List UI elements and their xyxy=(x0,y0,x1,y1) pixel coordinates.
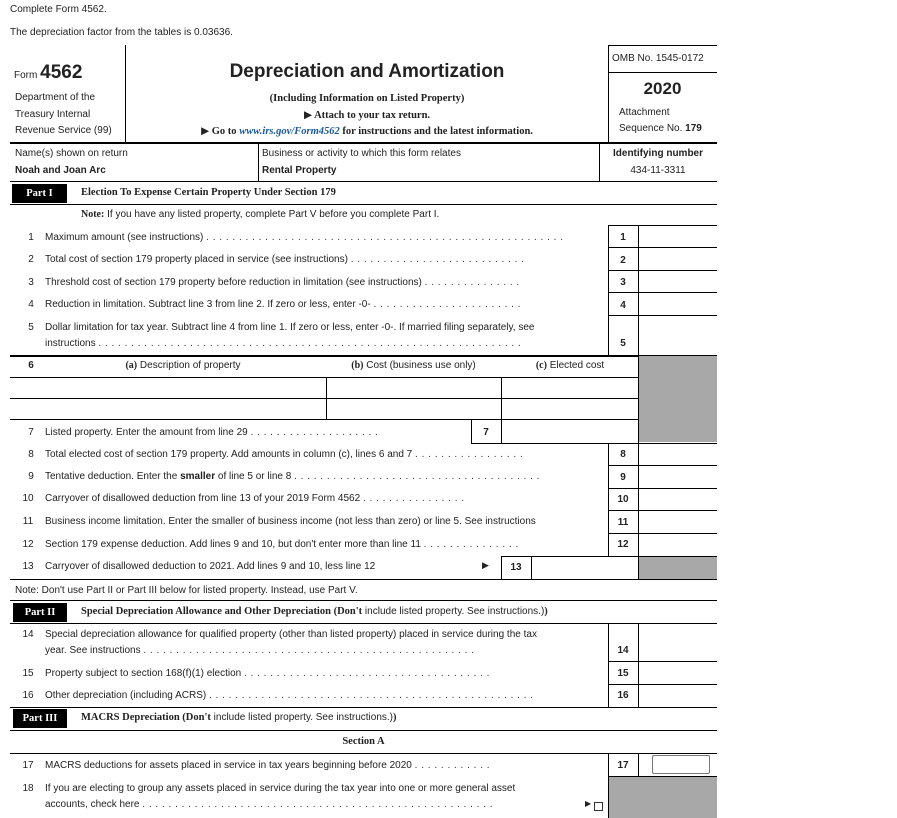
id-label: Identifying number xyxy=(613,148,703,159)
line13-box-number: 13 xyxy=(510,562,522,573)
part1-num-col-right xyxy=(638,225,639,355)
line2-text: Total cost of section 179 property placed in service (see instructions) . . . . . . . . . . . . . . . . . . . . . . . . . . . xyxy=(45,254,525,265)
line12-number: 12 xyxy=(22,539,34,550)
table6-row1-elected-cost[interactable] xyxy=(503,379,637,397)
line18-checkbox[interactable] xyxy=(594,802,603,811)
table6-row2-rule xyxy=(10,419,639,420)
rule-l7-right xyxy=(608,443,717,444)
line14-box-number: 14 xyxy=(617,645,629,656)
section-a-heading: Section A xyxy=(342,736,385,747)
business-activity: Rental Property xyxy=(262,165,337,176)
line16-text: Other depreciation (including ACRS) . . . . . . . . . . . . . . . . . . . . . . . . . . . . . . . . . . . . . . . . . . . . . . . . . . xyxy=(45,690,534,701)
line7-number: 7 xyxy=(28,427,34,438)
table6-header-rule xyxy=(10,377,639,378)
line14-text-cont: year. See instructions . . . . . . . . . . . . . . . . . . . . . . . . . . . . . . . . . . . . . . . . . . . . . . . . . . . xyxy=(45,645,475,656)
line15-box-number: 15 xyxy=(617,668,629,679)
line16-number: 16 xyxy=(22,690,34,701)
line1-box-number: 1 xyxy=(620,232,626,243)
table6-row1-description[interactable] xyxy=(12,379,324,397)
line5-text: Dollar limitation for tax year. Subtract line 4 from line 1. If zero or less, enter -0-. If married filing separately, see xyxy=(45,322,535,333)
line3-box-number: 3 xyxy=(620,277,626,288)
header-bottom-rule xyxy=(10,142,717,144)
part3-num-col-right xyxy=(638,753,639,776)
omb-bottom-rule xyxy=(608,72,717,73)
line18-shaded-area xyxy=(609,777,717,818)
line4-text: Reduction in limitation. Subtract line 3 from line 2. If zero or less, enter -0- . . . . . . . . . . . . . . . . . . . . . . . xyxy=(45,299,522,310)
omb-top-rule xyxy=(608,45,717,46)
part2-title: Special Depreciation Allowance and Other Depreciation (Don't include listed property. See instructions.)) xyxy=(81,606,548,617)
line17-amount-input[interactable] xyxy=(652,755,710,774)
line15-number: 15 xyxy=(22,668,34,679)
line3-text: Threshold cost of section 179 property before reduction in limitation (see instructions) . . . . . . . . . . . . . . . xyxy=(45,277,520,288)
table6-row2-cost[interactable] xyxy=(328,400,499,418)
table6-row2-description[interactable] xyxy=(12,400,324,418)
line5-text-cont: instructions . . . . . . . . . . . . . . . . . . . . . . . . . . . . . . . . . . . . . . . . . . . . . . . . . . . . . . . . . . . . . . . . . xyxy=(45,338,522,349)
sequence-number: Sequence No. 179 xyxy=(619,123,702,134)
line4-number: 4 xyxy=(28,299,34,310)
line11-box-number: 11 xyxy=(617,517,629,528)
line11-text: Business income limitation. Enter the smaller of business income (not less than zero) or line 5. See instructions xyxy=(45,516,536,527)
section-a-rule xyxy=(10,753,717,754)
line11-number: 11 xyxy=(22,516,34,527)
line13-text: Carryover of disallowed deduction to 2021. Add lines 9 and 10, less line 12 xyxy=(45,561,376,572)
rule-l9 xyxy=(608,488,717,489)
line9-text: Tentative deduction. Enter the smaller of line 5 or line 8 . . . . . . . . . . . . . . . . . . . . . . . . . . . . . . . . . . . . . . xyxy=(45,471,540,482)
name-business-divider xyxy=(258,143,259,181)
instruction-text: Complete Form 4562. xyxy=(10,4,107,15)
line18-text: If you are electing to group any assets placed in service during the tax year into one or more general asset xyxy=(45,783,516,794)
rule-l2 xyxy=(608,270,717,271)
rule-l1-top xyxy=(608,225,717,226)
line8-box-number: 8 xyxy=(620,449,626,460)
part3-label: Part III xyxy=(13,709,67,728)
col-a-header: (a) Description of property xyxy=(125,360,241,371)
rule-l1 xyxy=(608,247,717,248)
line14-text: Special depreciation allowance for qualified property (other than listed property) placed in service during the tax xyxy=(45,629,537,640)
line18-arrow-icon: ▶ xyxy=(585,799,592,808)
part2-bottom-rule xyxy=(10,707,717,708)
taxpayer-names: Noah and Joan Arc xyxy=(15,165,106,176)
line7-box-right xyxy=(501,420,502,443)
attachment-label: Attachment xyxy=(619,107,670,118)
attach-instruction: ▶ Attach to your tax return. xyxy=(303,110,431,121)
tax-year: 2020 xyxy=(643,79,682,98)
table6-row1-cost[interactable] xyxy=(328,379,499,397)
rule-l8 xyxy=(608,465,717,466)
form-number: Form 4562 xyxy=(14,62,83,83)
line16-box-number: 16 xyxy=(617,690,629,701)
line13-box-right xyxy=(531,556,532,579)
line12-text: Section 179 expense deduction. Add lines 9 and 10, but don't enter more than line 11 . . . . . . . . . . . . . . . xyxy=(45,539,519,550)
line9-box-number: 9 xyxy=(620,472,626,483)
line13-shaded-area xyxy=(639,557,717,579)
part1-title: Election To Expense Certain Property Under Section 179 xyxy=(81,187,336,198)
part2-label: Part II xyxy=(13,603,67,622)
depreciation-factor-text: The depreciation factor from the tables is 0.03636. xyxy=(10,27,233,38)
note-bottom-rule xyxy=(10,600,717,601)
table6-shaded-area xyxy=(639,356,717,442)
irs-link[interactable]: www.irs.gov/Form4562 xyxy=(239,126,340,137)
department-text: Department of the Treasury Internal Revenue Service (99) xyxy=(15,92,112,136)
table6-row2-elected-cost[interactable] xyxy=(503,400,637,418)
goto-instruction: ▶ Go to www.irs.gov/Form4562 for instructions and the latest information. xyxy=(201,126,533,137)
part1-label: Part I xyxy=(12,184,67,203)
part2-part3-note: Note: Don't use Part II or Part III below for listed property. Instead, use Part V. xyxy=(15,585,358,596)
line13-number: 13 xyxy=(22,561,34,572)
part1-bottom-rule xyxy=(10,579,717,580)
rule-l14 xyxy=(608,661,717,662)
line6-number: 6 xyxy=(28,360,34,371)
line18-text-cont: accounts, check here . . . . . . . . . . . . . . . . . . . . . . . . . . . . . . . . . . . . . . . . . . . . . . . . . . . . . . xyxy=(45,799,494,810)
line5-number: 5 xyxy=(28,322,34,333)
part1-title-rule xyxy=(10,204,717,205)
names-label: Name(s) shown on return xyxy=(15,148,128,159)
line2-number: 2 xyxy=(28,254,34,265)
line17-number: 17 xyxy=(22,760,34,771)
form-subtitle: (Including Information on Listed Property) xyxy=(269,93,465,104)
part1-num-col-left xyxy=(608,225,609,355)
table6-divider-c-right xyxy=(638,356,639,443)
identifying-number: 434-11-3311 xyxy=(630,165,686,176)
col-c-header: (c) Elected cost xyxy=(535,360,605,371)
part2-title-rule xyxy=(10,623,717,624)
rule-l4 xyxy=(608,315,717,316)
rule-l3 xyxy=(608,292,717,293)
line14-number: 14 xyxy=(22,629,34,640)
line2-box-number: 2 xyxy=(620,255,626,266)
line8-number: 8 xyxy=(28,449,34,460)
line10-text: Carryover of disallowed deduction from line 13 of your 2019 Form 4562 . . . . . . . . . . . . . . . . xyxy=(45,493,465,504)
business-label: Business or activity to which this form relates xyxy=(262,148,461,159)
line15-text: Property subject to section 168(f)(1) election . . . . . . . . . . . . . . . . . . . . . . . . . . . . . . . . . . . . . . xyxy=(45,668,490,679)
form-title: Depreciation and Amortization xyxy=(229,61,505,82)
omb-number: OMB No. 1545-0172 xyxy=(612,53,704,64)
col-b-header: (b) Cost (business use only) xyxy=(351,360,476,371)
part3-title-rule xyxy=(10,730,717,731)
line3-number: 3 xyxy=(28,277,34,288)
line1-number: 1 xyxy=(28,232,34,243)
table6-top-rule xyxy=(10,355,717,357)
line10-box-number: 10 xyxy=(617,494,629,505)
table6-row1-rule xyxy=(10,398,639,399)
line18-number: 18 xyxy=(22,783,34,794)
line9-number: 9 xyxy=(28,471,34,482)
line13-arrow-icon: ▶ xyxy=(482,560,489,570)
part1-note: Note: If you have any listed property, complete Part V before you complete Part I. xyxy=(81,209,440,220)
part3-title: MACRS Depreciation (Don't include listed property. See instructions.)) xyxy=(81,712,397,723)
taxpayer-bottom-rule xyxy=(10,181,717,182)
line4-box-number: 4 xyxy=(620,300,626,311)
line1-text: Maximum amount (see instructions) . . . . . . . . . . . . . . . . . . . . . . . . . . . . . . . . . . . . . . . . . . . . . . . . . . . . . . . xyxy=(45,232,564,243)
part1-lower-num-col-right xyxy=(638,443,639,556)
line17-text: MACRS deductions for assets placed in service in tax years beginning before 2020 . . . . . . . . . . . . xyxy=(45,760,491,771)
line7-text: Listed property. Enter the amount from line 29 . . . . . . . . . . . . . . . . . . . . xyxy=(45,427,379,438)
rule-l11 xyxy=(608,533,717,534)
line7-box-number: 7 xyxy=(483,427,489,438)
line17-box-number: 17 xyxy=(617,760,629,771)
line10-number: 10 xyxy=(22,493,34,504)
rule-l15 xyxy=(608,684,717,685)
part2-num-col-right xyxy=(638,623,639,707)
line8-text: Total elected cost of section 179 property. Add amounts in column (c), lines 6 and 7 . . . . . . . . . . . . . . . . . xyxy=(45,449,524,460)
line5-box-number: 5 xyxy=(620,338,626,349)
rule-l10 xyxy=(608,510,717,511)
line12-box-number: 12 xyxy=(617,539,629,550)
